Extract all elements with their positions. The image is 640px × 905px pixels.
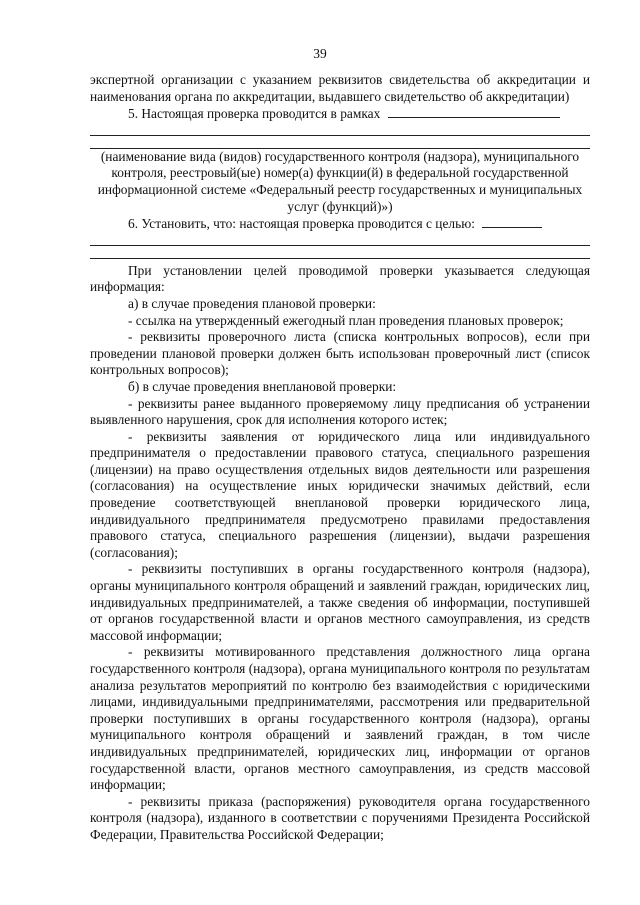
item-b-2: - реквизиты заявления от юридического лица или индивидуального предпринимателя о предоставлении правового статуса, специального разрешения (лицензии) на право осуществления отдельных видов деятельности или разрешения (согласования) на осуществление иных юридически значимых действий, если проведение соответствующей внеплановой проверки юридического лица, индивидуального предпринимателя предусмотрено правилами предоставления правового статуса, специального разрешения (лицензии), выдачи разрешения (согласования); bbox=[90, 428, 590, 560]
item-b-5: - реквизиты приказа (распоряжения) руководителя органа государственного контроля (надзора), изданного в соответствии с поручениями Президента Российской Федерации, Правительства Российской Федерации; bbox=[90, 793, 590, 842]
page-number: 39 bbox=[313, 46, 327, 61]
caption-control-type: (наименование вида (видов) государственного контроля (надзора), муниципального контроля, реестровый(ые) номер(а) функции(й) в федеральной государственной информационной системе «Федеральный реестр государственных и муниципальных услуг (функций)») bbox=[97, 148, 583, 214]
item-a-1: - ссылка на утвержденный ежегодный план проведения плановых проверок; bbox=[128, 312, 564, 328]
item-b-1: - реквизиты ранее выданного проверяемому лицу предписания об устранении выявленного нарушения, срок для исполнения которого истек; bbox=[90, 395, 590, 428]
item-b-4: - реквизиты мотивированного представления должностного лица органа государственного контроля (надзора), органа муниципального контроля по результатам анализа результатов мероприятий по контролю без взаимодействия с юридическими лицами, индивидуальными предпринимателями, рассмотрения или предварительной проверки поступивших в органы государственного контроля (надзора), органы муниципального контроля обращений и заявлений граждан, в том числе индивидуальных предпринимателей, юридических лиц, информации от органов государственной власти, органов местного самоуправления, из средств массовой информации; bbox=[90, 644, 590, 793]
document-body bbox=[90, 72, 590, 844]
paragraph-intro: При установлении целей проводимой проверки указывается следующая информация: bbox=[90, 262, 590, 295]
paragraph-5 bbox=[90, 105, 590, 123]
paragraph-expert-org-continuation: экспертной организации с указанием реквизитов свидетельства об аккредитации и наименования органа по аккредитации, выдавшего свидетельство об аккредитации) bbox=[90, 72, 590, 104]
paragraph-6-text: 6. Установить, что: настоящая проверка проводится с целью: bbox=[128, 216, 475, 232]
item-a-2: - реквизиты проверочного листа (списка контрольных вопросов), если при проведении плановой проверки должен быть использован проверочный лист (список контрольных вопросов); bbox=[90, 329, 590, 378]
item-b: б) в случае проведения внеплановой проверки: bbox=[128, 378, 397, 394]
paragraph-6-blank bbox=[482, 215, 542, 228]
item-b-3: - реквизиты поступивших в органы государственного контроля (надзора), органы муниципального контроля обращений и заявлений граждан, юридических лиц, индивидуальных предпринимателей, а также сведения об информации, поступившей от органов государственной власти и органов местного самоуправления, из средств массовой информации; bbox=[90, 561, 590, 643]
paragraph-6 bbox=[90, 215, 590, 233]
paragraph-5-text: 5. Настоящая проверка проводится в рамках bbox=[128, 106, 381, 122]
paragraph-5-blank bbox=[388, 105, 560, 118]
item-a: а) в случае проведения плановой проверки: bbox=[128, 295, 376, 311]
